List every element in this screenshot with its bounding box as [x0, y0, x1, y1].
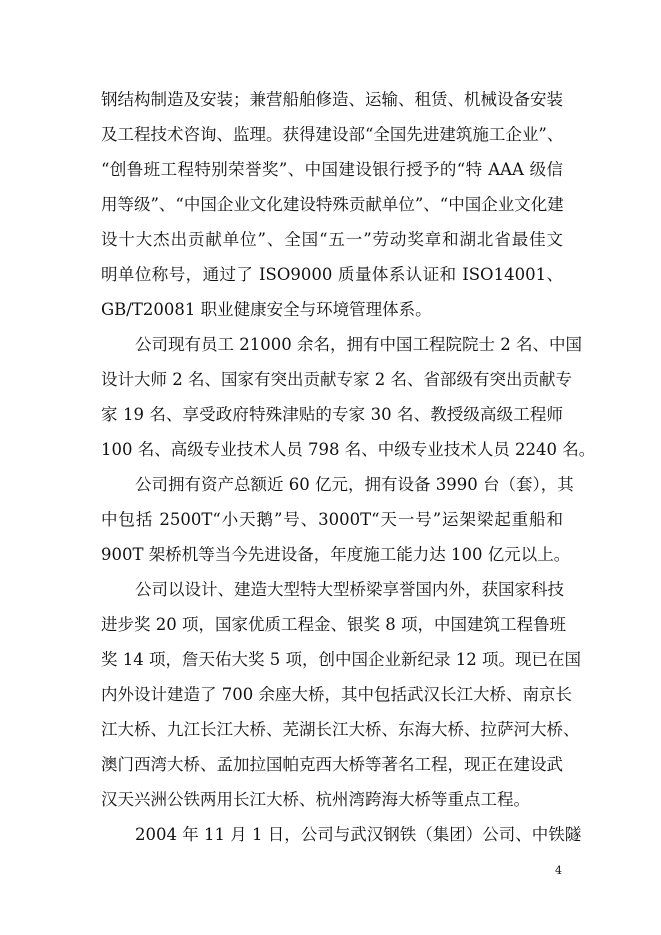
text-line: 900T 架桥机等当今先进设备，年度施工能力达 100 亿元以上。 [101, 545, 571, 564]
paragraph-first-line: 2004 年 11 月 1 日，公司与武汉钢铁（集团）公司、中铁隧 [135, 825, 582, 844]
text-line: 设计大师 2 名、国家有突出贡献专家 2 名、省部级有突出贡献专 [101, 370, 572, 389]
text-line: 进步奖 20 项，国家优质工程金、银奖 8 项，中国建筑工程鲁班 [101, 615, 566, 634]
text-line: 设十大杰出贡献单位”、全国“五一”劳动奖章和湖北省最佳文 [101, 230, 563, 249]
paragraph-first-line: 公司以设计、建造大型特大型桥梁享誉国内外，获国家科技 [135, 580, 564, 599]
text-line: 汉天兴洲公铁两用长江大桥、杭州湾跨海大桥等重点工程。 [101, 790, 530, 809]
text-line: 家 19 名、享受政府特殊津贴的专家 30 名、教授级高级工程师 [101, 405, 563, 424]
text-line: 澳门西湾大桥、孟加拉国帕克西大桥等著名工程，现正在建设武 [101, 755, 563, 774]
paragraph-first-line: 公司现有员工 21000 余名，拥有中国工程院院士 2 名、中国 [135, 335, 582, 354]
text-line: 100 名、高级专业技术人员 798 名、中级专业技术人员 2240 名。 [101, 440, 596, 459]
text-line: 中包括 2500T“小天鹅”号、3000T“天一号”运架梁起重船和 [101, 510, 563, 529]
body-text [101, 82, 596, 852]
text-line: 钢结构制造及安装；兼营船舶修造、运输、租赁、机械设备安装 [101, 90, 563, 109]
text-line: “创鲁班工程特别荣誉奖”、中国建设银行授予的“特 AAA 级信 [101, 160, 563, 179]
page-number: 4 [555, 864, 562, 877]
text-line: 用等级”、“中国企业文化建设特殊贡献单位”、“中国企业文化建 [101, 195, 564, 214]
text-line: 内外设计建造了 700 余座大桥，其中包括武汉长江大桥、南京长 [101, 685, 572, 704]
paragraph-first-line: 公司拥有资产总额近 60 亿元，拥有设备 3990 台（套），其 [135, 475, 574, 494]
text-line: 奖 14 项，詹天佑大奖 5 项，创中国企业新纪录 12 项。现已在国 [101, 650, 581, 669]
text-line: 及工程技术咨询、监理。获得建设部“全国先进建筑施工企业”、 [101, 125, 564, 144]
text-line: 明单位称号，通过了 ISO9000 质量体系认证和 ISO14001、 [101, 265, 563, 284]
text-line: GB/T20081 职业健康安全与环境管理体系。 [101, 300, 432, 319]
text-line: 江大桥、九江长江大桥、芜湖长江大桥、东海大桥、拉萨河大桥、 [101, 720, 580, 739]
